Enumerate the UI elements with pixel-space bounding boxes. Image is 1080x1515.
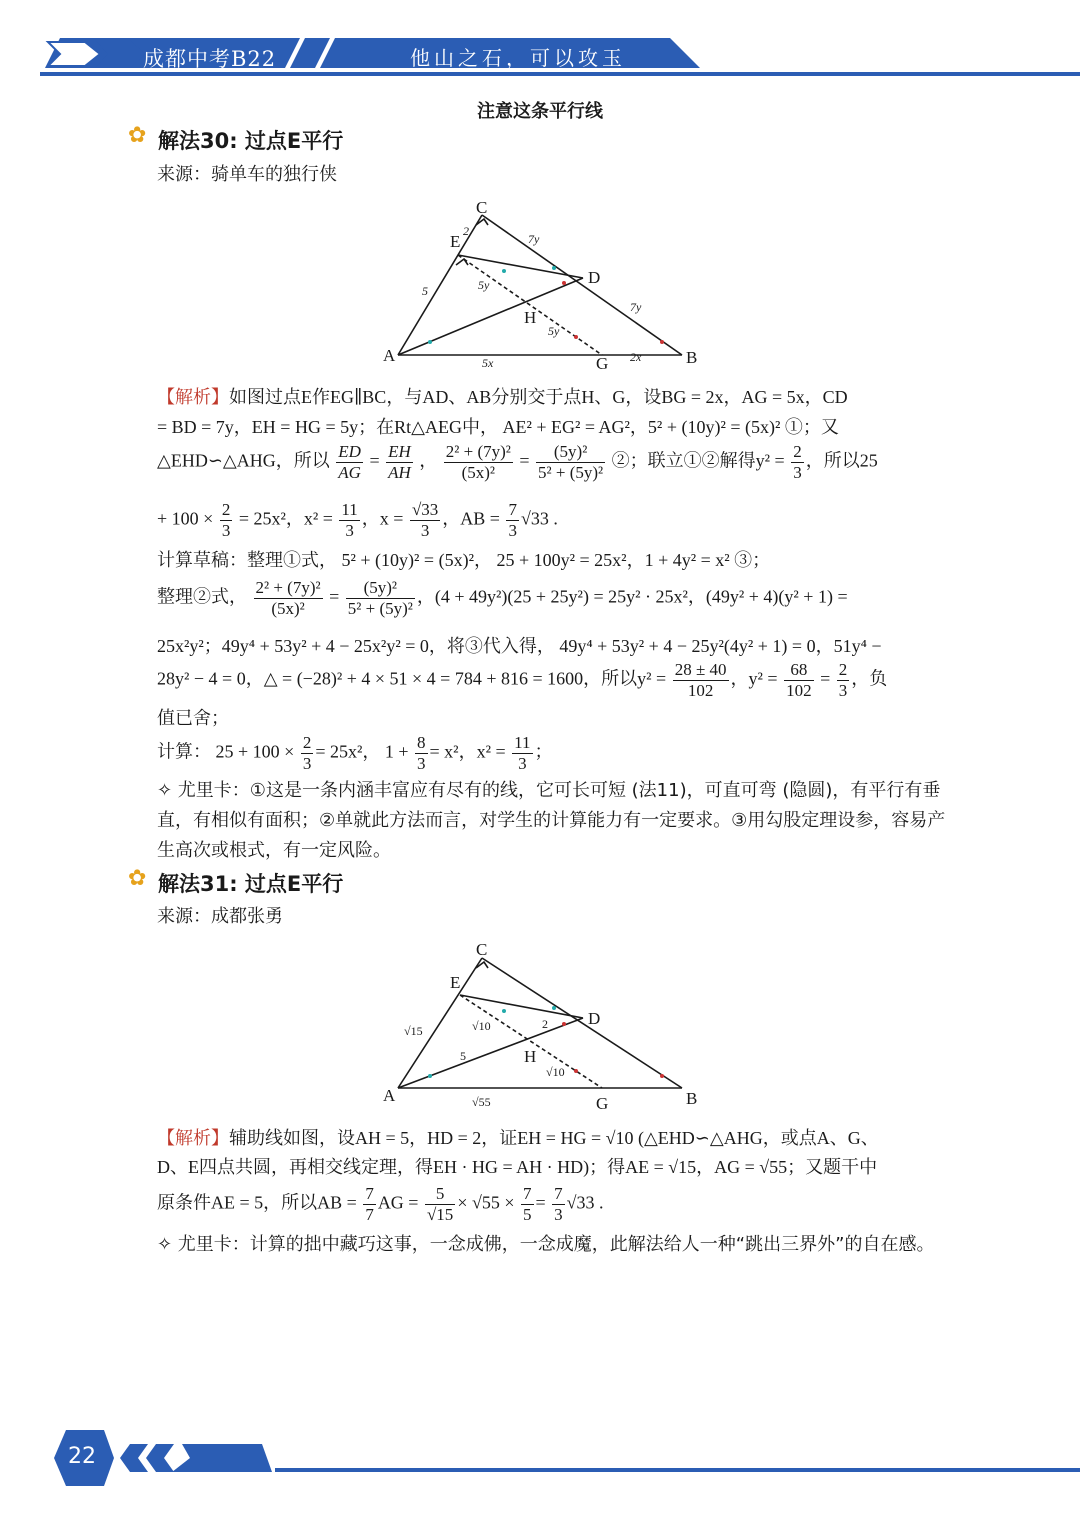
analysis-text: = 25x²， 1 +	[315, 741, 409, 762]
svg-text:2: 2	[463, 224, 469, 238]
analysis-tag: 【解析】	[157, 387, 229, 408]
fraction: $\frac{11}{3}$	[514, 733, 531, 773]
section-title: 解法31: 过点E平行	[158, 872, 344, 896]
analysis-text: =	[535, 1192, 546, 1213]
svg-text:5y: 5y	[478, 278, 490, 292]
analysis-text: √33 .	[566, 1192, 604, 1213]
analysis-tag: 【解析】	[157, 1128, 229, 1149]
section-source: 来源：骑单车的独行侠	[157, 164, 337, 185]
fraction: $\frac{68}{102}$	[786, 660, 812, 700]
fraction: $\frac{7}{5}$	[523, 1184, 532, 1224]
svg-text:2x: 2x	[630, 350, 642, 364]
draft-line-5: 值已舍；	[157, 708, 229, 729]
geometry-figure-31	[380, 938, 710, 1118]
analysis-text: 28y² − 4 = 0，△ = (−28)² + 4 × 51 × 4 = 784 + 816 = 1600，所以y² =	[157, 668, 667, 689]
analysis-text: + 100 ×	[157, 508, 214, 529]
analysis-text: ②；联立①②解得y² =	[611, 450, 785, 471]
analysis-text: ，负	[851, 668, 888, 689]
draft-line-2: 整理②式， $\frac{\text{2² + (7y)²}}{\text{(5x)²}}$ = $\frac{\text{(5y)²}}{\text{5² + (5y)²}}$ ，(4 + 49y²)(25 + 25y²) = 25y² · 25x²，(49y² + 4)(y² + 1) =	[157, 578, 848, 618]
analysis-text: 计算： 25 + 100 ×	[157, 741, 295, 762]
fraction: $\frac{7}{3}$	[554, 1184, 563, 1224]
header-right-title: 他山之石，可以攻玉	[410, 46, 626, 70]
analysis-text: ，y² =	[730, 668, 778, 689]
footer-banner	[0, 1428, 1080, 1488]
draft-line-3: 25x²y²；49y⁴ + 53y² + 4 − 25x²y² = 0，将③代入得， 49y⁴ + 53y² + 4 − 25y²(4y² + 1) = 0，51y⁴ −	[157, 636, 882, 656]
svg-text:√10: √10	[472, 1019, 491, 1033]
svg-text:G: G	[596, 354, 609, 373]
svg-text:B: B	[686, 1089, 698, 1108]
analysis-text: ，x =	[361, 508, 404, 529]
fraction: $\frac{\text{2² + (7y)²}}{\text{(5x)²}}$	[255, 578, 321, 618]
svg-text:H: H	[524, 1047, 537, 1066]
svg-text:A: A	[383, 346, 396, 365]
analysis-text: 辅助线如图，设AH = 5，HD = 2，证EH = HG = √10 (△EHD∽△AHG，或点A、G、	[229, 1128, 879, 1148]
svg-text:D: D	[588, 268, 601, 287]
calc-line	[157, 733, 553, 774]
flower-icon: ✿	[128, 123, 147, 148]
draft-line-1: 计算草稿：整理①式， 5² + (10y)² = (5x)²， 25 + 100y² = 25x²，1 + 4y² = x² ③；	[157, 550, 771, 570]
fraction: $\frac{7}{7}$	[365, 1184, 374, 1224]
eureka-note: ✧ 尤里卡：①这是一条内涵丰富应有尽有的线，它可长可短 (法11)，可直可弯 (隐圆)，有平行有垂直，有相似有面积；②单就此方法而言，对学生的计算能力有一定要求。③用勾股定理设参，容易产生高次或根式，有一定风险。	[157, 780, 946, 861]
svg-text:H: H	[524, 308, 537, 327]
analysis-text: × √55 ×	[457, 1192, 515, 1213]
analysis-line-2: D、E四点共圆，再相交线定理，得EH · HG = AH · HD)；得AE = √15，AG = √55；又题干中	[157, 1157, 878, 1177]
analysis-text: ，所以25	[805, 450, 878, 471]
section-title: 解法30: 过点E平行	[158, 129, 344, 153]
svg-text:A: A	[383, 1086, 396, 1105]
svg-text:√10: √10	[546, 1065, 565, 1079]
fraction: $\frac{2}{3}$	[302, 733, 312, 773]
svg-text:5: 5	[460, 1049, 466, 1063]
fraction: $\frac{28 \pm 40}{102}$	[674, 660, 727, 700]
analysis-text: AG =	[377, 1192, 419, 1213]
analysis-text: ，(4 + 49y²)(25 + 25y²) = 25y² · 25x²，(49y² + 4)(y² + 1) =	[416, 586, 848, 607]
analysis-line-3	[157, 1184, 604, 1225]
svg-text:D: D	[588, 1009, 601, 1028]
page-number: 22	[68, 1444, 96, 1469]
svg-text:5x: 5x	[482, 356, 494, 370]
analysis-line-3: △EHD∽△AHG，所以 $\frac{ED}{AG}$ = $\frac{EH}{AH}$ ， $\frac{\text{2² + (7y)²}}{\text{(5x)²}}$ = $\frac{\text{(5y)²}}{\text{5² + (5y)²}}$ ②；联立①②解得y² = $\frac{2}{3}$ ，所以25	[157, 442, 878, 482]
svg-text:√55: √55	[472, 1095, 491, 1109]
svg-text:G: G	[596, 1094, 609, 1113]
svg-text:2: 2	[542, 1017, 548, 1031]
analysis-line-4	[157, 500, 558, 541]
flower-icon: ✿	[128, 866, 147, 891]
fraction: $\frac{\text{(5y)²}}{\text{5² + (5y)²}}$	[347, 578, 413, 618]
analysis-text: = x²，x² =	[429, 741, 506, 762]
svg-text:7y: 7y	[630, 300, 642, 314]
header-left-title: 成都中考B22	[143, 47, 277, 71]
analysis-text: √33 .	[520, 508, 558, 529]
fraction: $\frac{ED}{AG}$	[338, 442, 361, 482]
svg-text:B: B	[686, 348, 698, 367]
draft-line-4: 28y² − 4 = 0，△ = (−28)² + 4 × 51 × 4 = 784 + 816 = 1600，所以y² = $\frac{28 \pm 40}{102}$ ，y² = $\frac{68}{102}$ = $\frac{2}{3}$ ，负	[157, 660, 888, 700]
section-source: 来源：成都张勇	[157, 906, 283, 927]
analysis-line-1	[157, 1124, 879, 1150]
fraction: $\frac{2}{3}$	[793, 442, 802, 482]
analysis-text: 如图过点E作EG∥BC，与AD、AB分别交于点H、G，设BG = 2x，AG = 5x，CD	[229, 387, 848, 407]
svg-text:7y: 7y	[528, 232, 540, 246]
fraction: $\frac{2}{3}$	[221, 500, 231, 540]
fraction: $\frac{\text{2² + (7y)²}}{\text{(5x)²}}$	[445, 442, 511, 482]
svg-text:C: C	[476, 940, 488, 959]
analysis-text: 原条件AE = 5，所以AB =	[157, 1192, 357, 1213]
svg-text:E: E	[450, 232, 461, 251]
analysis-text: = 25x²，x² =	[238, 508, 333, 529]
fraction: $\frac{√33}{3}$	[411, 500, 439, 540]
analysis-text: △EHD∽△AHG，所以	[157, 450, 330, 471]
analysis-text: ；	[534, 741, 553, 762]
eureka-note: ✧ 尤里卡：计算的拙中藏巧这事，一念成佛，一念成魔，此解法给人一种“跳出三界外”的自在感。	[157, 1234, 935, 1255]
svg-text:5y: 5y	[548, 324, 560, 338]
svg-text:C: C	[476, 198, 488, 217]
fraction: $\frac{11}{3}$	[341, 500, 358, 540]
svg-text:E: E	[450, 973, 461, 992]
geometry-figure-30	[380, 195, 710, 375]
analysis-line-1	[157, 383, 848, 409]
analysis-text: ，AB =	[442, 508, 500, 529]
fraction: $\frac{EH}{AH}$	[388, 442, 411, 482]
analysis-line-2: = BD = 7y，EH = HG = 5y；在Rt△AEG中， AE² + EG² = AG²，5² + (10y)² = (5x)² ①；又	[157, 417, 839, 437]
analysis-text: 整理②式，	[157, 586, 247, 607]
fraction: $\frac{7}{3}$	[508, 500, 517, 540]
fraction: $\frac{8}{3}$	[417, 733, 426, 773]
svg-text:5: 5	[422, 284, 428, 298]
fraction: $\frac{\text{(5y)²}}{\text{5² + (5y)²}}$	[538, 442, 604, 482]
svg-text:√15: √15	[404, 1024, 423, 1038]
fraction: $\frac{2}{3}$	[838, 660, 848, 700]
page-title: 注意这条平行线	[477, 101, 603, 122]
fraction: $\frac{5}{√15}$	[426, 1184, 454, 1224]
